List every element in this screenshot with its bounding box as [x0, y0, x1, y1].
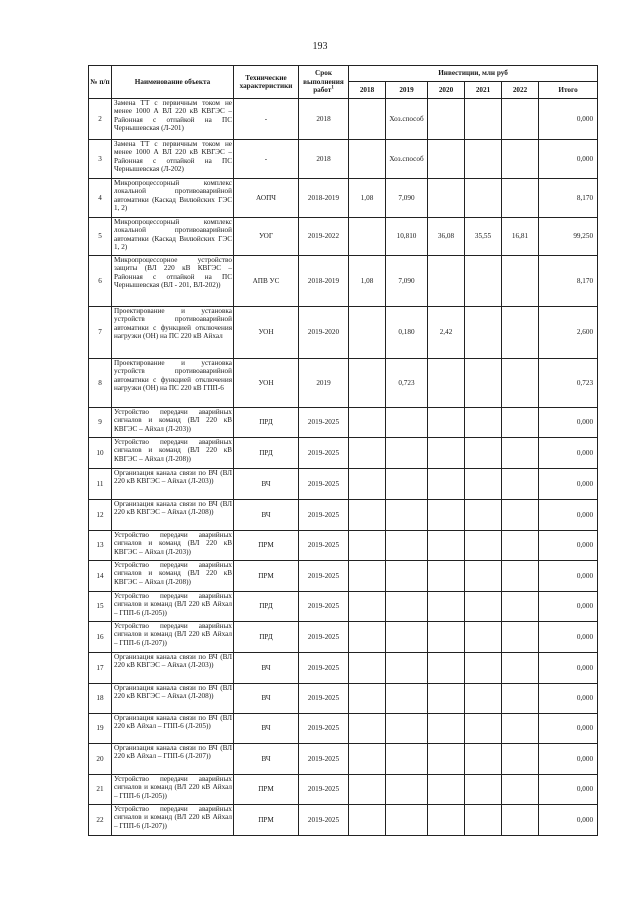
object-name: Устройство передачи аварийных сигналов и команд (ВЛ 220 кВ КВГЭС – Айхал (Л-208)) [112, 438, 234, 469]
value-2019 [386, 469, 428, 500]
value-2021 [465, 531, 502, 561]
object-name: Устройство передачи аварийных сигналов и команд (ВЛ 220 кВ Айхал – ГПП-6 (Л-207)) [112, 622, 234, 653]
value-2022 [502, 714, 539, 744]
value-2022 [502, 561, 539, 592]
table-row [89, 469, 598, 500]
value-2019 [386, 592, 428, 622]
value-2020 [428, 531, 465, 561]
value-2022 [502, 500, 539, 531]
value-2022 [502, 622, 539, 653]
value-2022 [502, 359, 539, 408]
row-number: 20 [89, 744, 112, 775]
object-name: Организация канала связи по ВЧ (ВЛ 220 кВ КВГЭС – Айхал (Л-208)) [112, 500, 234, 531]
value-total: 0,000 [539, 500, 598, 531]
object-name: Организация канала связи по ВЧ (ВЛ 220 кВ Айхал – ГПП-6 (Л-207)) [112, 744, 234, 775]
work-term: 2018-2019 [299, 256, 349, 307]
work-term: 2019-2025 [299, 408, 349, 438]
table-row [89, 408, 598, 438]
tech-characteristics: ВЧ [234, 744, 299, 775]
value-2020: 36,08 [428, 218, 465, 256]
value-2021 [465, 684, 502, 714]
value-2020 [428, 561, 465, 592]
value-2021 [465, 256, 502, 307]
tech-characteristics: ПРД [234, 438, 299, 469]
value-2020 [428, 653, 465, 684]
header-year-2019: 2019 [386, 82, 428, 99]
value-2019 [386, 805, 428, 836]
value-2022 [502, 438, 539, 469]
value-2019: 7,090 [386, 256, 428, 307]
work-term: 2018 [299, 99, 349, 140]
value-2022 [502, 592, 539, 622]
tech-characteristics: - [234, 99, 299, 140]
object-name: Проектирование и установка устройств противоаварийной автоматики с функцией отключения нагрузки (ОН) на ПС 220 кВ ГПП-6 [112, 359, 234, 408]
table-row [89, 714, 598, 744]
value-2022 [502, 775, 539, 805]
value-2021 [465, 359, 502, 408]
value-total: 0,000 [539, 805, 598, 836]
work-term: 2019-2025 [299, 531, 349, 561]
table-row [89, 307, 598, 359]
tech-characteristics: АОПЧ [234, 179, 299, 218]
table-row [89, 622, 598, 653]
header-num: № п/п [89, 66, 112, 99]
value-2018 [349, 592, 386, 622]
value-2020 [428, 805, 465, 836]
value-2019 [386, 561, 428, 592]
table-row [89, 140, 598, 179]
value-2019: 0,180 [386, 307, 428, 359]
table-body [89, 99, 598, 836]
value-2020 [428, 775, 465, 805]
value-total: 0,000 [539, 592, 598, 622]
header-term-footnote: 1 [331, 85, 334, 91]
work-term: 2019-2025 [299, 775, 349, 805]
object-name: Организация канала связи по ВЧ (ВЛ 220 кВ КВГЭС – Айхал (Л-203)) [112, 653, 234, 684]
row-number: 14 [89, 561, 112, 592]
object-name: Замена ТТ с первичным током не менее 1000 А ВЛ 220 кВ КВГЭС – Районная с отпайкой на ПС Чернышевская (Л-202) [112, 140, 234, 179]
row-number: 2 [89, 99, 112, 140]
work-term: 2019 [299, 359, 349, 408]
value-2019: Хоз.способ [386, 99, 428, 140]
tech-characteristics: УОН [234, 359, 299, 408]
table-row [89, 179, 598, 218]
tech-characteristics: ПРД [234, 408, 299, 438]
value-2018 [349, 714, 386, 744]
value-2021 [465, 140, 502, 179]
row-number: 4 [89, 179, 112, 218]
work-term: 2019-2025 [299, 500, 349, 531]
value-2020 [428, 438, 465, 469]
tech-characteristics: ВЧ [234, 684, 299, 714]
header-investments: Инвестиции, млн руб [349, 66, 598, 82]
value-2021 [465, 714, 502, 744]
row-number: 13 [89, 531, 112, 561]
value-2021 [465, 622, 502, 653]
value-2021 [465, 469, 502, 500]
value-total: 8,170 [539, 256, 598, 307]
value-2022 [502, 408, 539, 438]
object-name: Микропроцессорный комплекс локальной противоаварийной автоматики (Каскад Вилюйских ГЭС 1, 2) [112, 218, 234, 256]
value-2019 [386, 408, 428, 438]
value-2019: 0,723 [386, 359, 428, 408]
value-2020 [428, 744, 465, 775]
value-2018 [349, 500, 386, 531]
work-term: 2019-2025 [299, 684, 349, 714]
page-number: 193 [312, 41, 328, 52]
value-total: 2,600 [539, 307, 598, 359]
row-number: 18 [89, 684, 112, 714]
value-total: 0,000 [539, 714, 598, 744]
value-2020 [428, 179, 465, 218]
header-name: Наименование объекта [112, 66, 234, 99]
value-2022: 16,81 [502, 218, 539, 256]
table-row [89, 775, 598, 805]
value-total: 0,000 [539, 438, 598, 469]
row-number: 16 [89, 622, 112, 653]
object-name: Организация канала связи по ВЧ (ВЛ 220 кВ КВГЭС – Айхал (Л-203)) [112, 469, 234, 500]
object-name: Организация канала связи по ВЧ (ВЛ 220 кВ Айхал – ГПП-6 (Л-205)) [112, 714, 234, 744]
row-number: 15 [89, 592, 112, 622]
work-term: 2019-2022 [299, 218, 349, 256]
header-year-2020: 2020 [428, 82, 465, 99]
value-2021 [465, 179, 502, 218]
row-number: 8 [89, 359, 112, 408]
object-name: Устройство передачи аварийных сигналов и команд (ВЛ 220 кВ КВГЭС – Айхал (Л-203)) [112, 531, 234, 561]
value-2019 [386, 684, 428, 714]
value-2018: 1,08 [349, 179, 386, 218]
value-total: 0,000 [539, 653, 598, 684]
row-number: 17 [89, 653, 112, 684]
value-2022 [502, 99, 539, 140]
header-year-2021: 2021 [465, 82, 502, 99]
value-2020 [428, 714, 465, 744]
header-year-2018: 2018 [349, 82, 386, 99]
value-total: 0,000 [539, 531, 598, 561]
value-total: 0,000 [539, 408, 598, 438]
work-term: 2019-2025 [299, 592, 349, 622]
value-2022 [502, 179, 539, 218]
value-2021: 35,55 [465, 218, 502, 256]
object-name: Устройство передачи аварийных сигналов и команд (ВЛ 220 кВ Айхал – ГПП-6 (Л-205)) [112, 592, 234, 622]
tech-characteristics: - [234, 140, 299, 179]
value-2022 [502, 684, 539, 714]
value-2018 [349, 307, 386, 359]
work-term: 2018-2019 [299, 179, 349, 218]
object-name: Устройство передачи аварийных сигналов и команд (ВЛ 220 кВ КВГЭС – Айхал (Л-208)) [112, 561, 234, 592]
value-2019 [386, 500, 428, 531]
value-2018 [349, 805, 386, 836]
table-row [89, 531, 598, 561]
table-row [89, 500, 598, 531]
table-row [89, 359, 598, 408]
value-2020 [428, 256, 465, 307]
object-name: Устройство передачи аварийных сигналов и команд (ВЛ 220 кВ КВГЭС – Айхал (Л-203)) [112, 408, 234, 438]
value-total: 0,000 [539, 99, 598, 140]
row-number: 7 [89, 307, 112, 359]
value-2019: 10,810 [386, 218, 428, 256]
value-2021 [465, 744, 502, 775]
header-tech: Технические характеристики [234, 66, 299, 99]
table-row [89, 653, 598, 684]
work-term: 2019-2025 [299, 561, 349, 592]
value-2020 [428, 140, 465, 179]
work-term: 2019-2025 [299, 622, 349, 653]
value-2022 [502, 307, 539, 359]
table-row [89, 592, 598, 622]
value-2018 [349, 622, 386, 653]
value-2018 [349, 744, 386, 775]
value-2019 [386, 744, 428, 775]
table-row [89, 99, 598, 140]
value-2021 [465, 500, 502, 531]
value-2019: 7,090 [386, 179, 428, 218]
object-name: Замена ТТ с первичным током не менее 1000 А ВЛ 220 кВ КВГЭС – Районная с отпайкой на ПС Чернышевская (Л-201) [112, 99, 234, 140]
value-2020 [428, 469, 465, 500]
value-2020: 2,42 [428, 307, 465, 359]
table-row [89, 438, 598, 469]
table-row [89, 744, 598, 775]
value-total: 0,000 [539, 140, 598, 179]
value-2018 [349, 99, 386, 140]
value-total: 0,000 [539, 775, 598, 805]
value-2018 [349, 653, 386, 684]
value-total: 0,000 [539, 561, 598, 592]
tech-characteristics: УОГ [234, 218, 299, 256]
value-total: 0,000 [539, 684, 598, 714]
value-2021 [465, 438, 502, 469]
value-2019 [386, 653, 428, 684]
value-total: 0,000 [539, 744, 598, 775]
work-term: 2019-2025 [299, 714, 349, 744]
object-name: Микропроцессорный комплекс локальной противоаварийной автоматики (Каскад Вилюйских ГЭС 1, 2) [112, 179, 234, 218]
work-term: 2018 [299, 140, 349, 179]
value-2021 [465, 307, 502, 359]
value-2021 [465, 99, 502, 140]
value-2022 [502, 531, 539, 561]
value-2020 [428, 684, 465, 714]
row-number: 5 [89, 218, 112, 256]
value-2018 [349, 561, 386, 592]
value-2020 [428, 99, 465, 140]
value-2022 [502, 140, 539, 179]
work-term: 2019-2025 [299, 653, 349, 684]
value-2021 [465, 805, 502, 836]
value-total: 99,250 [539, 218, 598, 256]
value-2018 [349, 218, 386, 256]
value-2018: 1,08 [349, 256, 386, 307]
table-row [89, 805, 598, 836]
value-2018 [349, 531, 386, 561]
value-2022 [502, 744, 539, 775]
tech-characteristics: АПВ УС [234, 256, 299, 307]
value-2022 [502, 653, 539, 684]
value-2018 [349, 684, 386, 714]
value-total: 8,170 [539, 179, 598, 218]
tech-characteristics: ПРД [234, 622, 299, 653]
value-2019 [386, 622, 428, 653]
object-name: Проектирование и установка устройств противоаварийной автоматики с функцией отключения нагрузки (ОН) на ПС 220 кВ Айхал [112, 307, 234, 359]
value-2019 [386, 714, 428, 744]
header-term-text: Срок выполнения работ [303, 69, 344, 95]
work-term: 2019-2025 [299, 438, 349, 469]
tech-characteristics: ВЧ [234, 653, 299, 684]
tech-characteristics: ПРМ [234, 561, 299, 592]
tech-characteristics: ВЧ [234, 500, 299, 531]
value-2020 [428, 359, 465, 408]
table-row [89, 561, 598, 592]
work-term: 2019-2025 [299, 744, 349, 775]
value-total: 0,000 [539, 622, 598, 653]
value-2022 [502, 469, 539, 500]
header-term [299, 66, 349, 99]
tech-characteristics: ВЧ [234, 714, 299, 744]
value-2021 [465, 775, 502, 805]
row-number: 21 [89, 775, 112, 805]
header-year-2022: 2022 [502, 82, 539, 99]
value-2018 [349, 438, 386, 469]
row-number: 11 [89, 469, 112, 500]
value-2020 [428, 622, 465, 653]
table-row [89, 684, 598, 714]
table-row [89, 256, 598, 307]
value-total: 0,000 [539, 469, 598, 500]
value-2022 [502, 805, 539, 836]
investment-table [88, 65, 598, 836]
value-2021 [465, 592, 502, 622]
work-term: 2019-2025 [299, 805, 349, 836]
object-name: Организация канала связи по ВЧ (ВЛ 220 кВ КВГЭС – Айхал (Л-208)) [112, 684, 234, 714]
table-row [89, 218, 598, 256]
row-number: 19 [89, 714, 112, 744]
value-2020 [428, 592, 465, 622]
value-2021 [465, 561, 502, 592]
value-2020 [428, 500, 465, 531]
value-2018 [349, 469, 386, 500]
value-2022 [502, 256, 539, 307]
value-2019: Хоз.способ [386, 140, 428, 179]
row-number: 10 [89, 438, 112, 469]
object-name: Устройство передачи аварийных сигналов и команд (ВЛ 220 кВ Айхал – ГПП-6 (Л-205)) [112, 775, 234, 805]
value-2020 [428, 408, 465, 438]
row-number: 6 [89, 256, 112, 307]
work-term: 2019-2025 [299, 469, 349, 500]
row-number: 12 [89, 500, 112, 531]
work-term: 2019-2020 [299, 307, 349, 359]
value-2021 [465, 653, 502, 684]
tech-characteristics: УОН [234, 307, 299, 359]
tech-characteristics: ПРМ [234, 531, 299, 561]
value-2019 [386, 438, 428, 469]
value-2019 [386, 531, 428, 561]
row-number: 3 [89, 140, 112, 179]
value-2018 [349, 775, 386, 805]
tech-characteristics: ПРМ [234, 775, 299, 805]
value-2019 [386, 775, 428, 805]
row-number: 22 [89, 805, 112, 836]
tech-characteristics: ВЧ [234, 469, 299, 500]
value-2021 [465, 408, 502, 438]
value-2018 [349, 359, 386, 408]
value-total: 0,723 [539, 359, 598, 408]
row-number: 9 [89, 408, 112, 438]
value-2018 [349, 140, 386, 179]
value-2018 [349, 408, 386, 438]
object-name: Устройство передачи аварийных сигналов и команд (ВЛ 220 кВ Айхал – ГПП-6 (Л-207)) [112, 805, 234, 836]
tech-characteristics: ПРМ [234, 805, 299, 836]
object-name: Микропроцессорное устройство защиты (ВЛ 220 кВ КВГЭС – Районная с отпайкой на ПС Чернышевская (ВЛ - 201, ВЛ-202)) [112, 256, 234, 307]
tech-characteristics: ПРД [234, 592, 299, 622]
header-total: Итого [539, 82, 598, 99]
